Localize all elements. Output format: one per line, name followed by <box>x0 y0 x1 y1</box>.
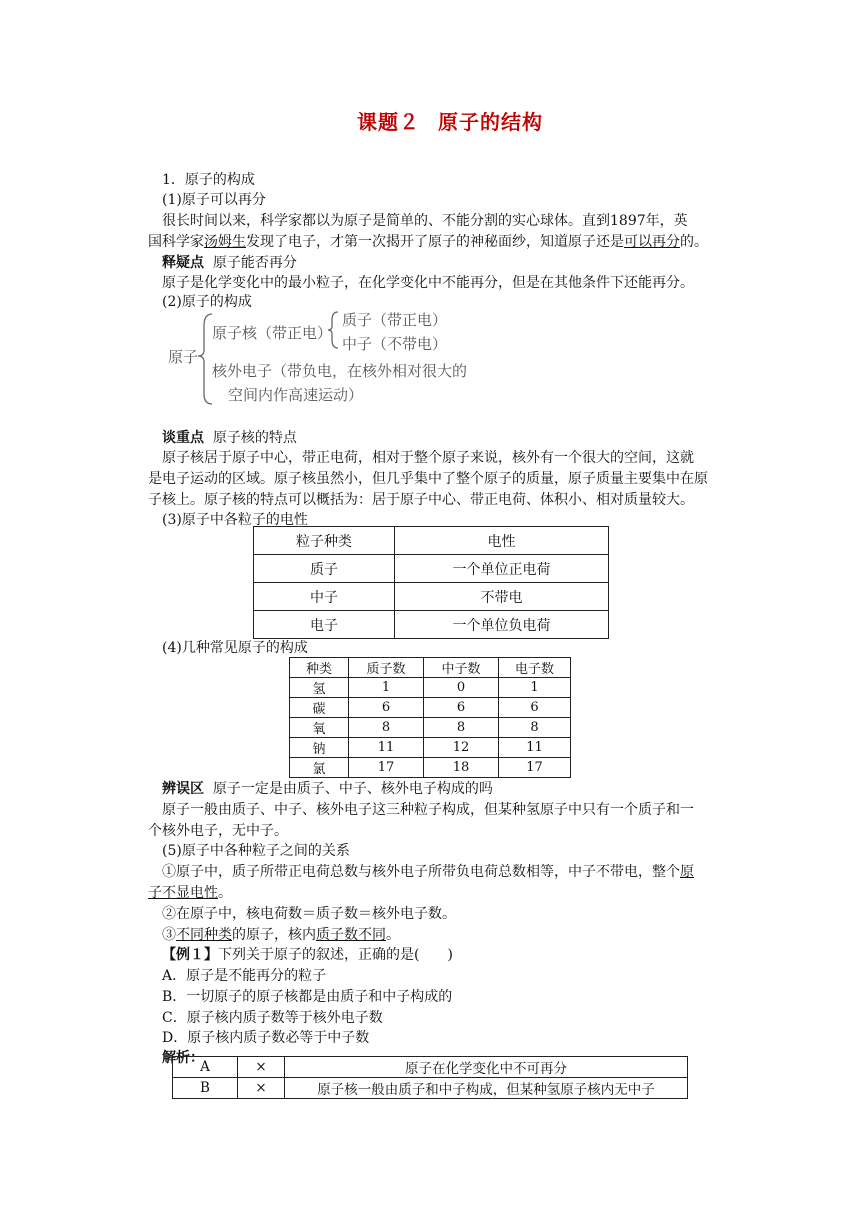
analysis-label: 解析： <box>162 1050 204 1066</box>
option-b: B．一切原子的原子核都是由质子和中子构成的 <box>162 989 453 1005</box>
proton-label: 质子（带正电） <box>342 311 448 329</box>
table-cell: 8 <box>424 718 499 738</box>
mistake-label: 辨误区 <box>162 781 204 797</box>
table-header: 电子数 <box>499 658 571 678</box>
table-cell: 原子在化学变化中不可再分 <box>285 1057 688 1078</box>
example-question: 【例１】下列关于原子的叙述，正确的是( ) <box>162 947 453 963</box>
table-header: 质子数 <box>349 658 424 678</box>
paragraph-line: ①原子中，质子所带正电荷总数与核外电子所带负电荷总数相等，中子不带电，整个原 <box>162 864 694 880</box>
table-cell: 6 <box>349 698 424 718</box>
table-cell: × <box>238 1078 285 1099</box>
atoms-table <box>289 657 571 778</box>
table-header: 电性 <box>395 527 609 555</box>
table-cell: 11 <box>349 738 424 758</box>
subsection-heading: (4)几种常见原子的构成 <box>162 640 308 656</box>
option-c: C．原子核内质子数等于核外电子数 <box>162 1010 383 1026</box>
focus-label: 谈重点 <box>162 430 204 446</box>
analysis-table <box>172 1056 688 1099</box>
table-cell: 1 <box>499 678 571 698</box>
table-cell: 8 <box>499 718 571 738</box>
table-cell: 6 <box>424 698 499 718</box>
table-cell: 17 <box>349 758 424 778</box>
table-header: 种类 <box>290 658 349 678</box>
table-cell: 17 <box>499 758 571 778</box>
atom-structure-diagram <box>160 306 490 414</box>
table-cell: 0 <box>424 678 499 698</box>
paragraph-line: 很长时间以来，科学家都以为原子是简单的、不能分割的实心球体。直到1897年，英 <box>162 213 688 229</box>
title-part1: 课题２ <box>357 110 420 134</box>
paragraph-line: 个核外电子，无中子。 <box>148 823 288 839</box>
table-cell: 6 <box>499 698 571 718</box>
table-header: 中子数 <box>424 658 499 678</box>
table-cell: 8 <box>349 718 424 738</box>
option-d: D．原子核内质子数必等于中子数 <box>162 1030 370 1046</box>
subsection-heading: (5)原子中各种粒子之间的关系 <box>162 843 350 859</box>
table-cell: 电子 <box>254 611 395 639</box>
example-label: 【例１】 <box>162 947 218 963</box>
paragraph-line: ②在原子中，核电荷数＝质子数＝核外电子数。 <box>162 906 456 922</box>
table-cell: 碳 <box>290 698 349 718</box>
table-cell: A <box>173 1057 238 1078</box>
table-cell: 氢 <box>290 678 349 698</box>
table-cell: 1 <box>349 678 424 698</box>
paragraph-line: 子核上。原子核的特点可以概括为：居于原子中心、带正电荷、体积小、相对质量较大。 <box>148 492 694 508</box>
paragraph-line: ③不同种类的原子，核内质子数不同。 <box>162 927 400 943</box>
table-cell: 中子 <box>254 583 395 611</box>
table-cell: 18 <box>424 758 499 778</box>
table-cell: 一个单位正电荷 <box>395 555 609 583</box>
table-cell: 11 <box>499 738 571 758</box>
subsection-heading: (3)原子中各粒子的电性 <box>162 512 308 528</box>
clarify-label: 释疑点 <box>162 255 204 271</box>
paragraph-line: 是电子运动的区域。原子核虽然小，但几乎集中了整个原子的质量，原子质量主要集中在原 <box>148 471 708 487</box>
table-cell: 氯 <box>290 758 349 778</box>
table-cell: 12 <box>424 738 499 758</box>
clarify-heading: 释疑点 原子能否再分 <box>162 255 297 271</box>
table-cell: B <box>173 1078 238 1099</box>
table-cell: 一个单位负电荷 <box>395 611 609 639</box>
paragraph-line: 国科学家汤姆生发现了电子，才第一次揭开了原子的神秘面纱，知道原子还是可以再分的。 <box>148 234 708 250</box>
title-part2: 原子的结构 <box>438 110 543 134</box>
electron-label: 核外电子（带负电，在核外相对很大的 <box>212 362 468 380</box>
table-cell: 不带电 <box>395 583 609 611</box>
table-cell: 质子 <box>254 555 395 583</box>
page-title <box>0 106 860 135</box>
table-cell: 原子核一般由质子和中子构成，但某种氢原子核内无中子 <box>285 1078 688 1099</box>
section-heading: 1．原子的构成 <box>162 172 255 188</box>
subsection-heading: (1)原子可以再分 <box>162 192 266 208</box>
focus-heading: 谈重点 原子核的特点 <box>162 430 297 446</box>
mistake-heading: 辨误区 原子一定是由质子、中子、核外电子构成的吗 <box>162 781 493 797</box>
charge-table <box>253 526 609 639</box>
table-cell: × <box>238 1057 285 1078</box>
electron-label-cont: 空间内作高速运动） <box>228 386 364 404</box>
underlined-term: 汤姆生 <box>204 234 246 250</box>
paragraph-line: 子不显电性。 <box>148 885 232 901</box>
subsection-heading: (2)原子的构成 <box>162 294 252 310</box>
neutron-label: 中子（不带电） <box>342 335 448 353</box>
paragraph-line: 原子一般由质子、中子、核外电子这三种粒子构成，但某种氢原子中只有一个质子和一 <box>162 802 694 818</box>
option-a: A．原子是不能再分的粒子 <box>162 968 327 984</box>
table-header: 粒子种类 <box>254 527 395 555</box>
nucleus-label: 原子核（带正电） <box>212 324 333 342</box>
paragraph-line: 原子核居于原子中心，带正电荷，相对于整个原子来说，核外有一个很大的空间，这就 <box>162 450 694 466</box>
table-cell: 钠 <box>290 738 349 758</box>
atom-label: 原子 <box>168 348 199 366</box>
paragraph-line: 原子是化学变化中的最小粒子，在化学变化中不能再分，但是在其他条件下还能再分。 <box>162 275 694 291</box>
table-cell: 氧 <box>290 718 349 738</box>
underlined-term: 可以再分 <box>624 234 680 250</box>
